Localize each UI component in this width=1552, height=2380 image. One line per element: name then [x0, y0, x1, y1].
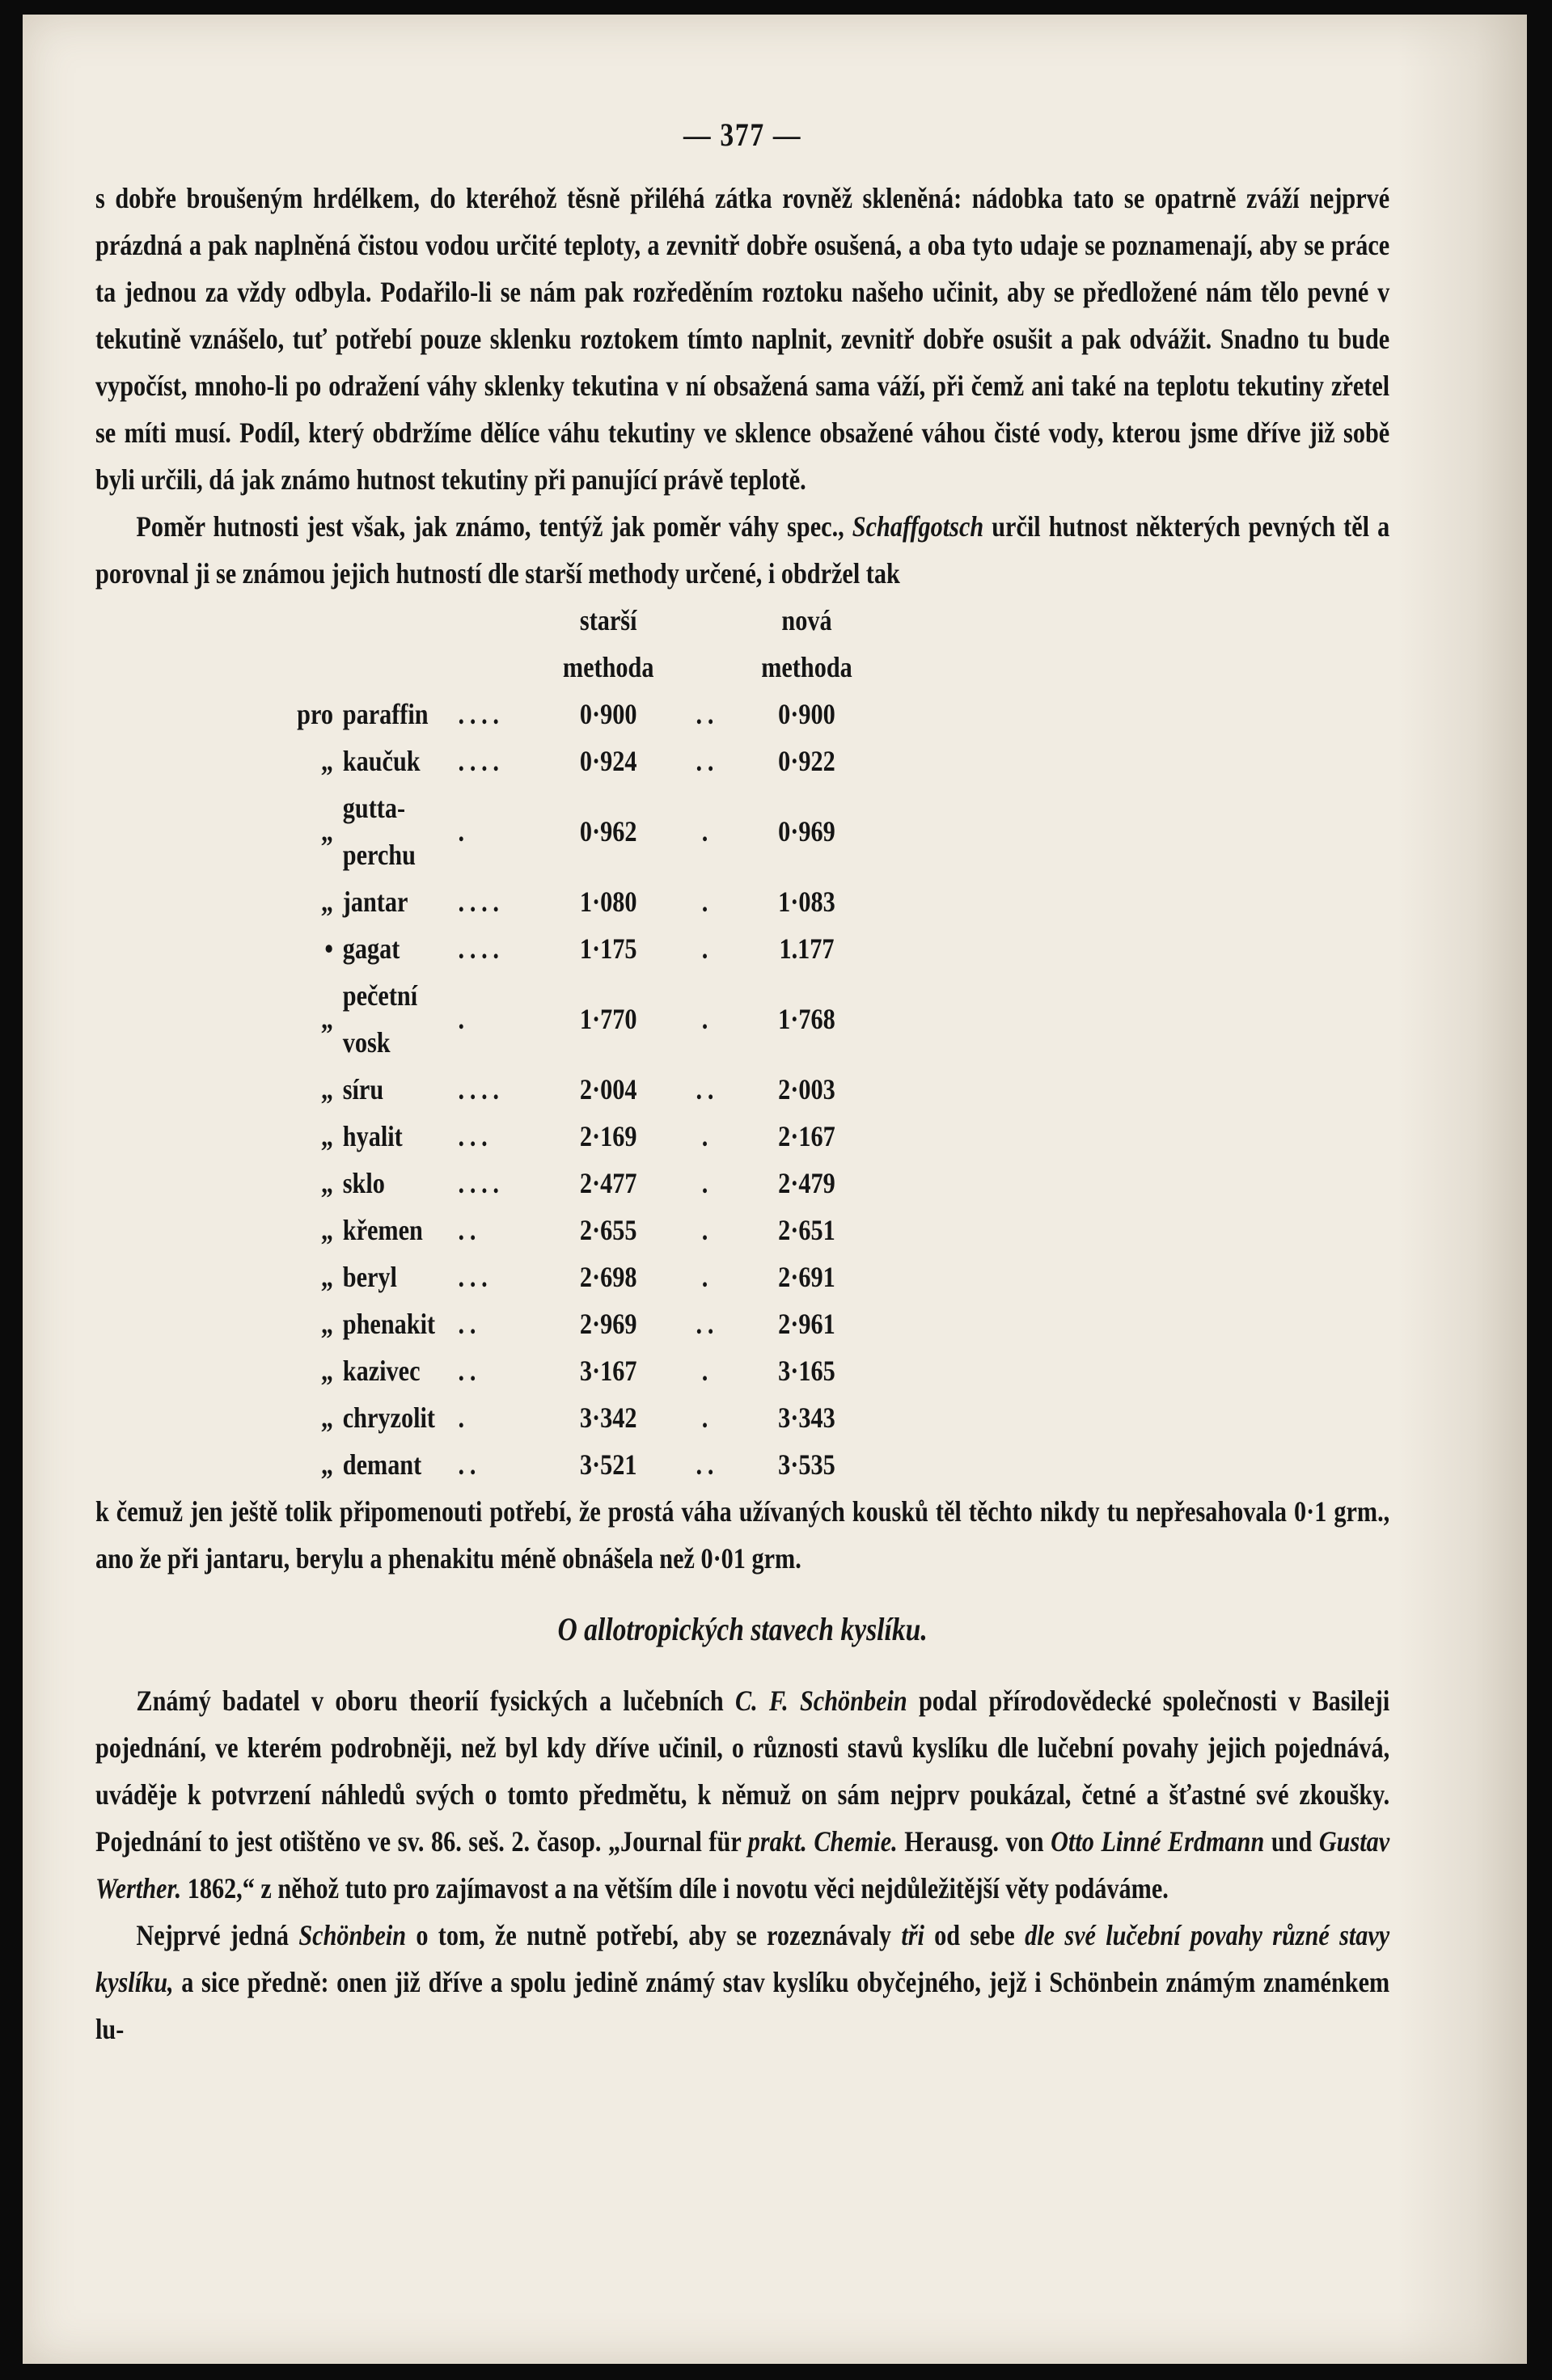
row-substance: gagat [342, 932, 400, 965]
row-substance: křemen [342, 1214, 423, 1246]
p4-text-4: und [1271, 1825, 1313, 1858]
page-content [95, 112, 1390, 2052]
row-prefix: „ [320, 1401, 333, 1434]
table-row [279, 691, 869, 738]
row-old-value: 3·167 [579, 1355, 637, 1387]
row-new-value: 2·651 [778, 1214, 835, 1246]
row-substance: kazivec [342, 1355, 421, 1387]
row-new-value: 2·691 [778, 1261, 835, 1293]
table-row [279, 1113, 869, 1160]
row-leader-1: .... [458, 745, 505, 777]
row-prefix: „ [320, 1120, 333, 1152]
table-row [279, 1066, 869, 1113]
row-leader-1: .... [458, 886, 505, 918]
p4-author-schonbein: C. F. Schönbein [734, 1685, 907, 1717]
row-old-value: 1·080 [579, 886, 637, 918]
row-leader-2: .. [696, 698, 720, 730]
row-new-value: 2·961 [778, 1308, 835, 1340]
row-leader-1: .... [458, 698, 505, 730]
paragraph-2 [95, 503, 1389, 597]
row-leader-2: . [701, 886, 713, 918]
row-substance: hyalit [342, 1120, 403, 1152]
row-new-value: 3·343 [778, 1401, 835, 1434]
row-substance: kaučuk [342, 745, 421, 777]
row-new-value: 1.177 [779, 932, 835, 965]
row-new-value: 2·167 [778, 1120, 835, 1152]
row-substance: demant [342, 1448, 422, 1481]
row-leader-1: .... [458, 1073, 505, 1105]
row-old-value: 2·655 [579, 1214, 637, 1246]
row-prefix: „ [320, 815, 333, 848]
row-prefix: „ [320, 886, 333, 918]
paragraph-2-text-b: určil hutnost některých pevných těl a porovnal ji se známou jejich hutností dle starší methody určené, i obdržel tak [95, 510, 1390, 590]
row-prefix: „ [320, 1003, 333, 1035]
row-leader-1: ... [458, 1120, 493, 1152]
row-leader-2: . [701, 1261, 713, 1293]
row-new-value: 3·535 [778, 1448, 835, 1481]
book-page [23, 15, 1527, 2364]
author-schaffgotsch: Schaffgotsch [852, 510, 984, 543]
row-leader-2: .. [696, 1073, 720, 1105]
table-row [279, 738, 869, 784]
row-old-value: 2·004 [579, 1073, 637, 1105]
row-new-value: 2·479 [778, 1167, 835, 1199]
table-row [279, 878, 869, 925]
row-substance: síru [342, 1073, 384, 1105]
row-old-value: 2·698 [579, 1261, 637, 1293]
row-substance: pečetní vosk [342, 979, 418, 1059]
row-old-value: 2·969 [579, 1308, 637, 1340]
row-substance: jantar [342, 886, 408, 918]
table-row [279, 1160, 869, 1207]
row-prefix: „ [320, 1448, 333, 1481]
page-number: — 377 — [683, 116, 802, 153]
p5-emphasis-tri: tři [901, 1919, 924, 1951]
paragraph-3: k čemuž jen ještě tolik připomenouti potřebí, že prostá váha užívaných kousků těl těchto nikdy tu nepřesahovala 0·1 grm., ano že při jantaru, berylu a phenakitu méně obnášela než 0·01 grm. [95, 1495, 1390, 1575]
p5-author-schonbein: Schönbein [298, 1919, 407, 1951]
row-leader-1: .. [458, 1448, 482, 1481]
table-row [279, 784, 869, 878]
page-gutter-shadow [1398, 15, 1527, 2364]
row-leader-1: .. [458, 1214, 482, 1246]
row-leader-1: ... [458, 1261, 493, 1293]
p4-editor-erdmann: Otto Linné Erdmann [1051, 1825, 1265, 1858]
row-prefix: „ [320, 745, 333, 777]
row-substance: gutta-perchu [342, 792, 416, 871]
row-substance: beryl [342, 1261, 397, 1293]
row-leader-1: .... [458, 932, 505, 965]
row-leader-2: . [701, 1003, 713, 1035]
paragraph-1: s dobře broušeným hrdélkem, do kteréhož těsně přiléhá zátka rovněž skleněná: nádobka tato se opatrně zváží nejprvé prázdná a pak naplněná čistou vodou určité teploty, a zevnitř dobře osušená, a oba tyto udaje se poznamenají, aby se práce ta jednou za vždy odbyla. Podařilo-li se nám pak rozředěním roztoku našeho učinit, aby se předložené nám tělo pevné v tekutině vznášelo, tuť potřebí pouze sklenku roztokem tímto naplnit, zevnitř dobře osušit a pak odvážit. Snadno tu bude vypočíst, mnoho-li po odražení váhy sklenky tekutina v ní obsažená sama váží, při čemž ani také na teplotu tekutiny zřetel se míti musí. Podíl, který obdržíme dělíce váhu tekutiny ve sklence obsažené váhou čisté vody, kterou jsme dříve již sobě byli určili, dá jak známo hutnost tekutiny při panující právě teplotě. [95, 182, 1390, 496]
row-leader-1: . [458, 1401, 470, 1434]
row-prefix: „ [320, 1355, 333, 1387]
table-header-row [279, 597, 869, 691]
table-row [279, 1253, 869, 1300]
row-new-value: 1·083 [778, 886, 835, 918]
table-row [279, 1394, 869, 1441]
row-old-value: 1·770 [579, 1003, 637, 1035]
row-old-value: 0·924 [579, 745, 637, 777]
row-leader-2: .. [696, 745, 720, 777]
row-leader-2: . [701, 1401, 713, 1434]
row-prefix: • [324, 932, 333, 965]
p5-text-2: o tom, že nutně potřebí, aby se rozeznávaly [416, 1919, 892, 1951]
paragraph-2-text-a: Poměr hutnosti jest však, jak známo, tentýž jak poměr váhy spec., [136, 510, 844, 543]
row-old-value: 3·521 [579, 1448, 637, 1481]
row-prefix: „ [320, 1308, 333, 1340]
row-leader-2: . [701, 815, 713, 848]
density-table [279, 597, 869, 1488]
row-leader-1: .. [458, 1308, 482, 1340]
table-row [279, 925, 869, 972]
col-header-new: nová methoda [761, 604, 852, 683]
row-leader-1: . [458, 815, 470, 848]
row-leader-2: . [701, 1214, 713, 1246]
table-row [279, 972, 869, 1066]
row-new-value: 2·003 [778, 1073, 835, 1105]
row-leader-2: . [701, 1355, 713, 1387]
row-leader-1: .. [458, 1355, 482, 1387]
row-new-value: 3·165 [778, 1355, 835, 1387]
row-new-value: 0·969 [778, 815, 835, 848]
row-old-value: 2·477 [579, 1167, 637, 1199]
p4-journal-name: prakt. Chemie. [747, 1825, 898, 1858]
row-old-value: 0·900 [579, 698, 637, 730]
row-prefix: „ [320, 1261, 333, 1293]
row-leader-2: . [701, 932, 713, 965]
section-heading: O allotropických stavech kyslíku. [557, 1611, 928, 1647]
table-row [279, 1207, 869, 1253]
row-old-value: 2·169 [579, 1120, 637, 1152]
p4-editor-werther: Gustav Werther. [95, 1825, 1390, 1904]
paragraph-5 [95, 1912, 1389, 2052]
row-substance: paraffin [342, 698, 429, 730]
row-old-value: 0·962 [579, 815, 637, 848]
row-leader-2: .. [696, 1448, 720, 1481]
row-leader-2: . [701, 1120, 713, 1152]
row-leader-2: . [701, 1167, 713, 1199]
table-row [279, 1441, 869, 1488]
row-leader-2: .. [696, 1308, 720, 1340]
row-new-value: 1·768 [778, 1003, 835, 1035]
p5-text-1: Nejprvé jedná [136, 1919, 290, 1951]
row-leader-1: .... [458, 1167, 505, 1199]
row-prefix: pro [297, 698, 333, 730]
row-substance: chryzolit [342, 1401, 435, 1434]
col-header-old: starší methoda [562, 604, 654, 683]
p5-text-3: od sebe [934, 1919, 1015, 1951]
row-old-value: 1·175 [579, 932, 637, 965]
row-substance: sklo [342, 1167, 385, 1199]
row-prefix: „ [320, 1167, 333, 1199]
table-row [279, 1300, 869, 1347]
row-leader-1: . [458, 1003, 470, 1035]
paragraph-4 [95, 1677, 1389, 1912]
table-body [279, 691, 869, 1488]
p5-emphasis-states: dle své lučební povahy různé stavy kyslíku, [95, 1919, 1390, 1998]
p5-text-4: a sice předně: onen již dříve a spolu jedině známý stav kyslíku obyčejného, jejž i Schönbein známým znaménkem lu- [95, 1966, 1390, 2045]
row-new-value: 0·922 [778, 745, 835, 777]
row-substance: phenakit [342, 1308, 436, 1340]
p4-text-5: 1862,“ z něhož tuto pro zajímavost a na větším díle i novotu věci nejdůležitější věty podáváme. [187, 1872, 1169, 1904]
p4-text-2: podal přírodovědecké společnosti v Basileji pojednání, ve kterém podrobněji, než byl kdy dříve učinil, o různosti stavů kyslíku dle lučební povahy jejich pojednává, uváděje k potvrzení náhledů svých o tomto předmětu, k němuž on sám nejprv poukázal, četné a šťastné své zkoušky. Pojednání to jest otištěno ve sv. 86. seš. 2. časop. „Journal für [95, 1685, 1390, 1858]
row-old-value: 3·342 [579, 1401, 637, 1434]
row-prefix: „ [320, 1214, 333, 1246]
table-row [279, 1347, 869, 1394]
row-prefix: „ [320, 1073, 333, 1105]
p4-text-1: Známý badatel v oboru theorií fysických a lučebních [136, 1685, 724, 1717]
row-new-value: 0·900 [778, 698, 835, 730]
p4-text-3: Herausg. von [904, 1825, 1044, 1858]
